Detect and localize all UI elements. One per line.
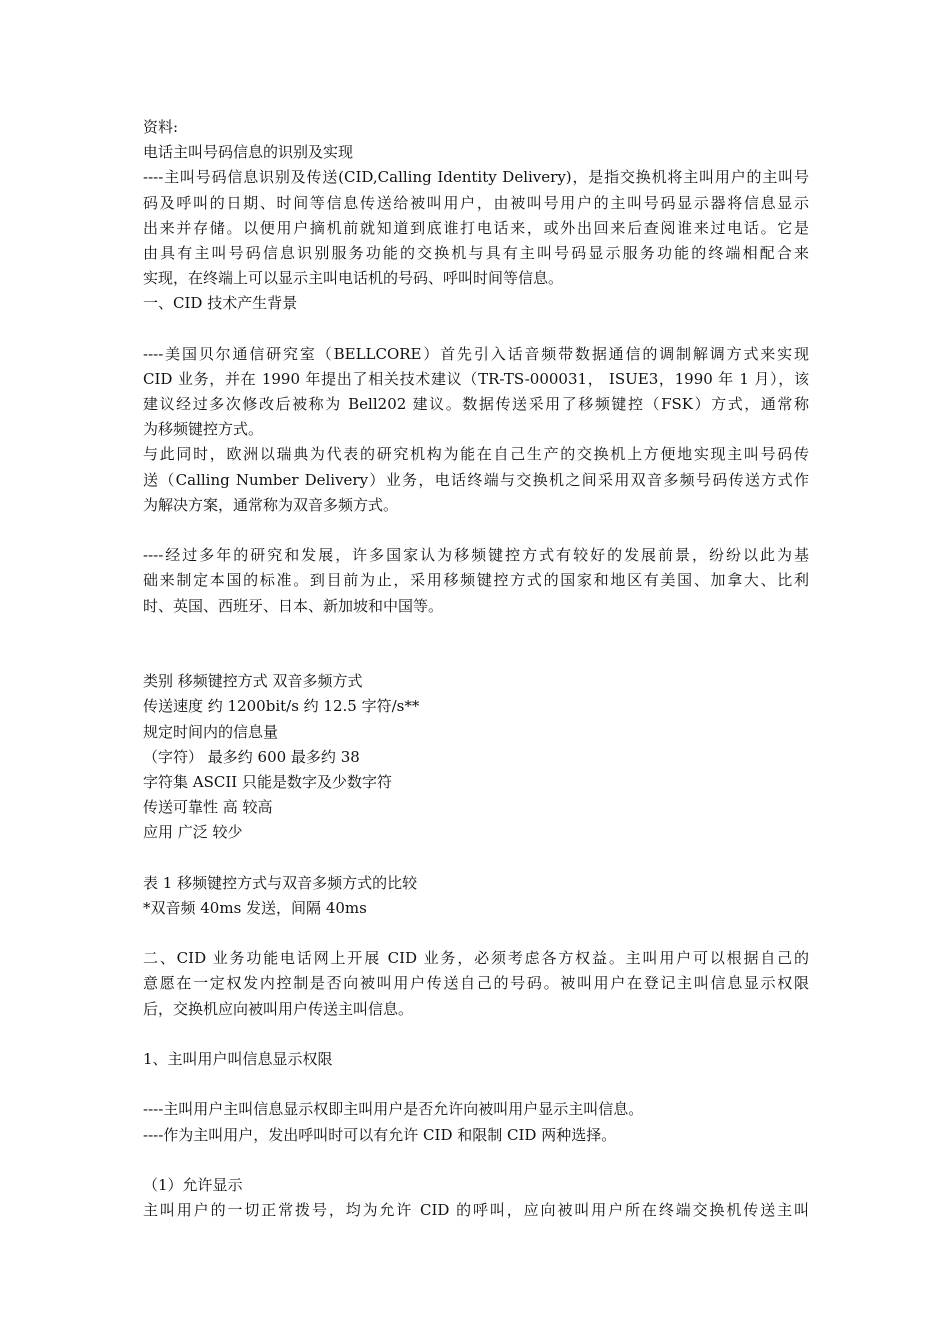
text-line: CID 业务，并在 1990 年提出了相关技术建议（TR-TS-000031， ISUE3，1990 年 1 月），该 [143, 369, 809, 388]
text-line: 后，交换机应向被叫用户传送主叫信息。 [143, 999, 414, 1018]
text-line: 二、CID 业务功能电话网上开展 CID 业务，必须考虑各方权益。主叫用户可以根据自己的 [143, 949, 809, 968]
text-line: 为移频键控方式。 [143, 420, 264, 439]
text-line: 应用 广泛 较少 [143, 823, 243, 842]
blank-line [143, 845, 809, 870]
text-line: *双音频 40ms 发送，间隔 40ms [143, 898, 367, 917]
text-line: ----主叫号码信息识别及传送(CID,Calling Identity Delivery)，是指交换机将主叫用户的主叫号 [143, 168, 809, 187]
text-line: 时、英国、西班牙、日本、新加坡和中国等。 [143, 596, 444, 615]
blank-line [143, 518, 809, 543]
blank-line [143, 1148, 809, 1173]
blank-line [143, 1022, 809, 1047]
text-line: 建议经过多次修改后被称为 Bell202 建议。数据传送采用了移频键控（FSK）方式，通常称 [143, 395, 809, 414]
document-page [143, 115, 809, 1223]
text-line: 规定时间内的信息量 [143, 722, 279, 741]
text-line: ----作为主叫用户，发出呼叫时可以有允许 CID 和限制 CID 两种选择。 [143, 1125, 617, 1144]
blank-line [143, 317, 809, 342]
text-line: 出来并存储。以便用户摘机前就知道到底谁打电话来，或外出回来后查阅谁来过电话。它是 [143, 218, 809, 237]
text-line: （1）允许显示 [143, 1175, 243, 1194]
text-line: ----美国贝尔通信研究室（BELLCORE）首先引入话音频带数据通信的调制解调方式来实现 [143, 344, 809, 363]
blank-line [143, 921, 809, 946]
text-line: 一、CID 技术产生背景 [143, 294, 298, 313]
text-line: 由具有主叫号码信息识别服务功能的交换机与具有主叫号码显示服务功能的终端相配合来 [143, 243, 809, 262]
text-line: 1、主叫用户叫信息显示权限 [143, 1049, 333, 1068]
text-line: 与此同时，欧洲以瑞典为代表的研究机构为能在自己生产的交换机上方便地实现主叫号码传 [143, 445, 809, 464]
blank-line [143, 619, 809, 644]
text-line: （字符） 最多约 600 最多约 38 [143, 747, 360, 766]
text-line: 实现，在终端上可以显示主叫电话机的号码、呼叫时间等信息。 [143, 269, 564, 288]
text-line: 送（Calling Number Delivery）业务，电话终端与交换机之间采用双音多频号码传送方式作 [143, 470, 809, 489]
text-line: 表 1 移频键控方式与双音多频方式的比较 [143, 873, 418, 892]
text-line: 码及呼叫的日期、时间等信息传送给被叫用户，由被叫号用户的主叫号码显示器将信息显示 [143, 193, 809, 212]
text-line: 字符集 ASCII 只能是数字及少数字符 [143, 772, 392, 791]
text-line: 类别 移频键控方式 双音多频方式 [143, 672, 363, 691]
text-line: ----主叫用户主叫信息显示权即主叫用户是否允许向被叫用户显示主叫信息。 [143, 1100, 644, 1119]
text-line: 传送可靠性 高 较高 [143, 798, 273, 817]
text-line: 电话主叫号码信息的识别及实现 [143, 143, 354, 162]
blank-line [143, 644, 809, 669]
blank-line [143, 1072, 809, 1097]
text-line: 础来制定本国的标准。到目前为止，采用移频键控方式的国家和地区有美国、加拿大、比利 [143, 571, 809, 590]
text-line: 为解决方案，通常称为双音多频方式。 [143, 495, 399, 514]
text-line: 主叫用户的一切正常拨号，均为允许 CID 的呼叫，应向被叫用户所在终端交换机传送主叫 [143, 1201, 809, 1220]
text-line: ----经过多年的研究和发展，许多国家认为移频键控方式有较好的发展前景，纷纷以此为基 [143, 546, 809, 565]
text-line: 资料: [143, 118, 179, 136]
text-line: 意愿在一定权发内控制是否向被叫用户传送自己的号码。被叫用户在登记主叫信息显示权限 [143, 974, 809, 993]
text-line: 传送速度 约 1200bit/s 约 12.5 字符/s** [143, 697, 420, 716]
